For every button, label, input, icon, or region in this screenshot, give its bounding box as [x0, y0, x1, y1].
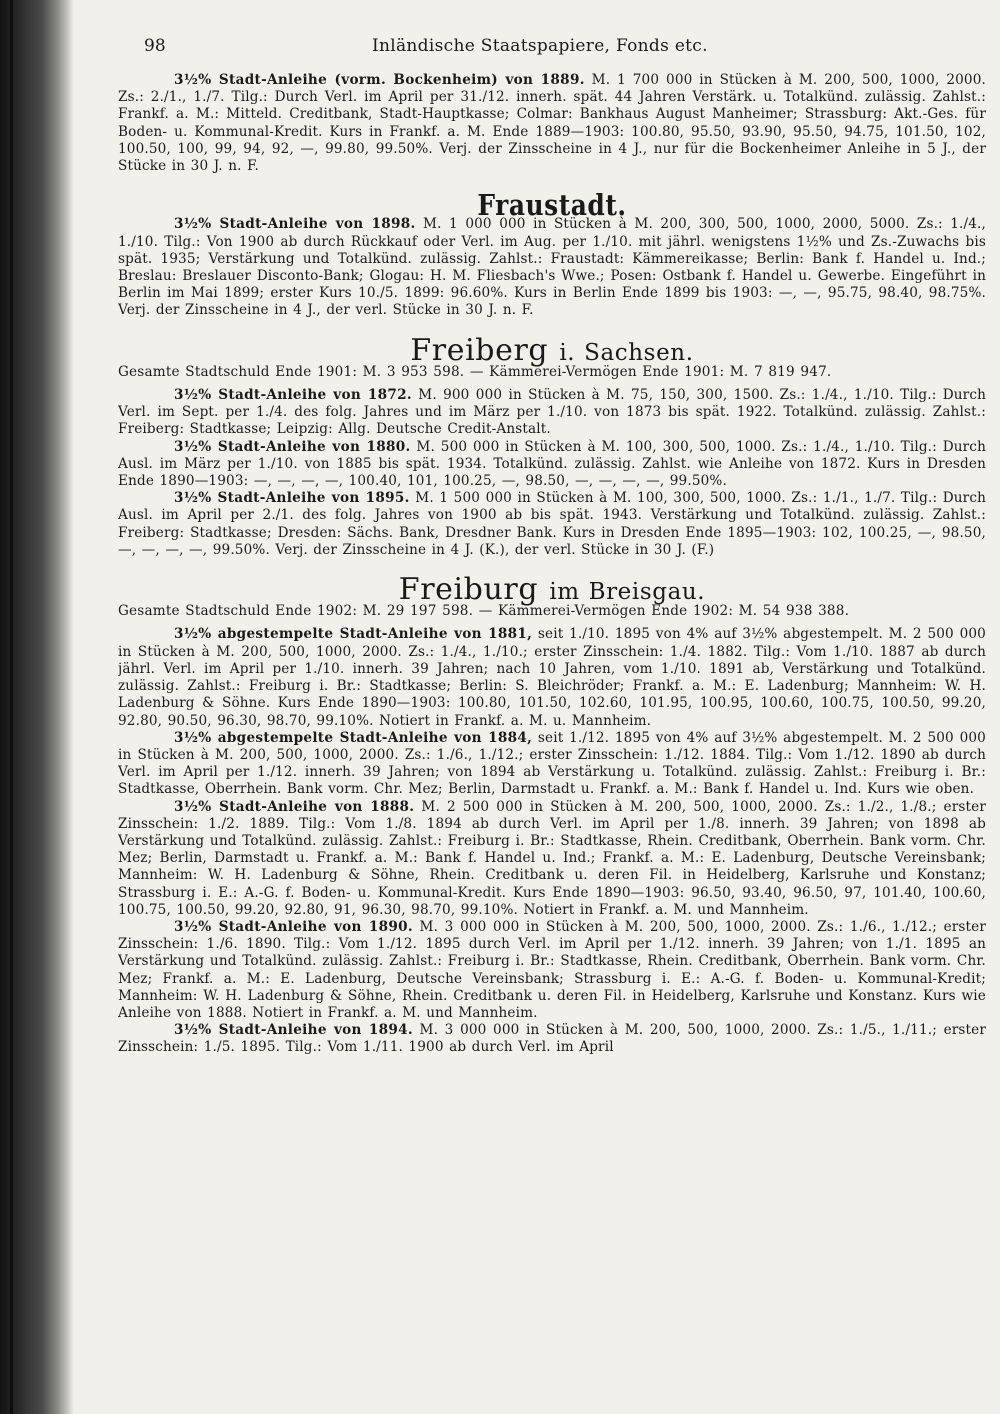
document-page [118, 30, 986, 1400]
loan-entry-freiburg-1884 [118, 730, 986, 799]
city-name: Freiberg [410, 332, 549, 368]
body-text [118, 72, 986, 1057]
loan-title: 3½% abgestempelte Stadt-Anleihe von 1881, [174, 626, 533, 643]
loan-entry-freiberg-1872 [118, 387, 986, 439]
loan-details: M. 900 000 in Stücken à M. 75, 150, 300, 1500. Zs.: 1./4., 1./10. Tilg.: Durch Verl. im Sept. per 1./4. des folg. Jahres und im März per 1./10. von 1873 bis spät. 1922. Totalkünd. zulässig. Zahlst.: Freiberg: Stadtkasse; Leipzig: Allg. Deutsche Credit-Anstalt. [118, 387, 986, 438]
page-header [118, 30, 986, 64]
loan-title: 3½% Stadt-Anleihe von 1888. [174, 798, 415, 815]
loan-entry-freiburg-1890 [118, 919, 986, 1022]
loan-details: M. 1 500 000 in Stücken à M. 100, 300, 500, 1000. Zs.: 1./1., 1./7. Tilg.: Durch Ausl. im April per 2./1. des folg. Jahres von 1900 ab bis spät. 1943. Verstärkung und Totalkünd. zulässig. Zahlst.: Freiberg: Stadtkasse; Dresden: Sächs. Bank, Dresdner Bank. Kurs in Dresden Ende 1895—1903: 102, 100.25, —, 98.50, —, —, —, —, 99.50%. Verj. der Zinsscheine in 4 J. (K.), der verl. Stücke in 30 J. (F.) [118, 490, 986, 558]
loan-title: 3½% Stadt-Anleihe von 1894. [174, 1022, 413, 1039]
running-title: Inländische Staatspapiere, Fonds etc. [372, 36, 708, 56]
loan-title: 3½% Stadt-Anleihe von 1895. [174, 490, 410, 507]
loan-title: 3½% Stadt-Anleihe von 1898. [174, 216, 416, 233]
city-suffix: im Breisgau. [549, 579, 706, 606]
loan-title: 3½% Stadt-Anleihe von 1872. [174, 387, 412, 404]
book-binding-shadow [0, 0, 74, 1414]
loan-entry-freiberg-1880 [118, 439, 986, 491]
city-heading-fraustadt: Fraustadt. [477, 188, 627, 223]
city-heading-freiburg [118, 572, 986, 608]
loan-details: M. 3 000 000 in Stücken à M. 200, 500, 1000, 2000. Zs.: 1./5., 1./11.; erster Zinsschein: 1./5. 1895. Tilg.: Vom 1./11. 1900 ab durch Verl. im April [118, 1022, 986, 1056]
debt-summary-freiberg: Gesamte Stadtschuld Ende 1901: M. 3 953 598. — Kämmerei-Vermögen Ende 1901: M. 7 819 947. [118, 363, 832, 380]
loan-entry-bockenheim-1889 [118, 72, 986, 175]
loan-title: 3½% Stadt-Anleihe von 1880. [174, 438, 411, 455]
loan-entry-fraustadt-1898 [118, 216, 986, 319]
loan-entry-freiburg-1881 [118, 626, 986, 729]
loan-entry-freiburg-1888 [118, 799, 986, 919]
loan-title: 3½% abgestempelte Stadt-Anleihe von 1884, [174, 729, 533, 746]
loan-details: M. 1 000 000 in Stücken à M. 200, 300, 500, 1000, 2000, 5000. Zs.: 1./4., 1./10. Tilg.: Von 1900 ab durch Rückkauf oder Verl. im Aug. per 1./10. mit jährl. wenigstens 1½% und Zs.-Zuwachs bis spät. 1935; Verstärkung und Totalkünd. zulässig. Zahlst.: Fraustadt: Kämmereikasse; Berlin: Bank f. Handel u. Ind.; Breslau: Breslauer Disconto-Bank; Glogau: H. M. Fliesbach's Wwe.; Posen: Ostbank f. Handel u. Gewerbe. Eingeführt in Berlin im Mai 1899; erster Kurs 10./5. 1899: 96.60%. Kurs in Berlin Ende 1899 bis 1903: —, —, 95.75, 98.40, 98.75%. Verj. der Zinsscheine in 4 J., der verl. Stücke in 30 J. n. F. [118, 216, 986, 319]
loan-entry-freiburg-1894 [118, 1022, 986, 1056]
loan-details: M. 500 000 in Stücken à M. 100, 300, 500, 1000. Zs.: 1./4., 1./10. Tilg.: Durch Ausl. im März per 1./10. von 1885 bis spät. 1934. Totalkünd. zulässig. Zahlst. wie Anleihe von 1872. Kurs in Dresden Ende 1890—1903: —, —, —, —, 100.40, 101, 100.25, —, 98.50, —, —, —, —, 99.50%. [118, 438, 986, 490]
debt-summary-freiburg: Gesamte Stadtschuld Ende 1902: M. 29 197 598. — Kämmerei-Vermögen Ende 1902: M. 54 938 388. [118, 603, 850, 620]
loan-details: M. 3 000 000 in Stücken à M. 200, 500, 1000, 2000. Zs.: 1./6., 1./12.; erster Zinsschein: 1./6. 1890. Tilg.: Vom 1./12. 1895 durch Verl. im April per 1./12. innerh. 39 Jahren; von 1./1. 1895 an Verstärkung und Totalkünd. zulässig. Zahlst.: Freiburg i. Br.: Stadtkasse, Rhein. Creditbank, Oberrhein. Bank vorm. Chr. Mez; Frankf. a. M.: E. Ladenburg, Deutsche Vereinsbank; Strassburg i. E.: A.-G. f. Boden- u. Kommunal-Kredit; Mannheim: W. H. Ladenburg & Söhne, Rhein. Creditbank u. deren Fil. in Heidelberg, Karlsruhe und Konstanz. Kurs wie Anleihe von 1888. Notiert in Frankf. a. M. und Mannheim. [118, 918, 986, 1021]
loan-title: 3½% Stadt-Anleihe (vorm. Bockenheim) von 1889. [174, 72, 585, 88]
loan-details: M. 1 700 000 in Stücken à M. 200, 500, 1000, 2000. Zs.: 2./1., 1./7. Tilg.: Durch Verl. im April per 31./12. innerh. spät. 44 Jahren Verstärk. u. Totalkünd. zulässig. Zahlst.: Frankf. a. M.: Mitteld. Creditbank, Stadt-Hauptkasse; Colmar: Bankhaus August Manheimer; Strassburg: Akt.-Ges. für Boden- u. Kommunal-Kredit. Kurs in Frankf. a. M. Ende 1889—1903: 100.80, 95.50, 93.90, 95.50, 94.75, 101.50, 102, 100.50, 100, 99, 94, 92, —, 99.80, 99.50%. Verj. der Zinsscheine in 4 J., nur für die Bockenheimer Anleihe in 5 J., der Stücke in 30 J. n. F. [118, 72, 986, 175]
page-number: 98 [144, 36, 166, 56]
loan-details: M. 2 500 000 in Stücken à M. 200, 500, 1000, 2000. Zs.: 1./2., 1./8.; erster Zinsschein: 1./2. 1889. Tilg.: Vom 1./8. 1894 ab durch Verl. im April per 1./8. innerh. 39 Jahren; von 1898 ab Verstärkung und Totalkünd. zulässig. Zahlst.: Freiburg i. Br.: Stadtkasse, Rhein. Creditbank, Oberrhein. Bank vorm. Chr. Mez; Berlin, Darmstadt u. Frankf. a. M.: Bank f. Handel u. Ind.; Frankf. a. M.: E. Ladenburg, Deutsche Vereinsbank; Mannheim: W. H. Ladenburg & Söhne, Rhein. Creditbank u. deren Fil. in Heidelberg, Karlsruhe und Konstanz; Strassburg i. E.: A.-G. f. Boden- u. Kommunal-Kredit. Kurs Ende 1890—1903: 96.50, 93.40, 96.50, 97, 101.40, 100.60, 100.75, 100.50, 99.20, 92.80, 91, 96.30, 98.70, 99.10%. Notiert in Frankf. a. M. und Mannheim. [118, 798, 986, 918]
city-heading-freiberg [118, 332, 986, 368]
loan-entry-freiberg-1895 [118, 490, 986, 559]
loan-details: seit 1./10. 1895 von 4% auf 3½% abgestempelt. M. 2 500 000 in Stücken à M. 200, 500, 1000, 2000. Zs.: 1./4., 1./10.; erster Zinsschein: 1./4. 1882. Tilg.: Vom 1./10. 1887 ab durch jährl. Verl. im April per 1./10. innerh. 39 Jahren; nach 10 Jahren, vom 1./10. 1891 ab, Verstärkung und Totalkünd. zulässig. Zahlst.: Freiburg i. Br.: Stadtkasse; Berlin: S. Bleichröder; Frankf. a. M.: E. Ladenburg; Mannheim: W. H. Ladenburg & Söhne. Kurs Ende 1890—1903: 100.80, 101.50, 102.60, 101.95, 100.95, 100.60, 100.75, 100.50, 99.20, 92.80, 90.50, 96.30, 98.70, 99.10%. Notiert in Frankf. a. M. u. Mannheim. [118, 626, 986, 729]
city-name: Freiburg [398, 572, 539, 608]
city-suffix: i. Sachsen. [559, 339, 694, 366]
loan-details: seit 1./12. 1895 von 4% auf 3½% abgestempelt. M. 2 500 000 in Stücken à M. 200, 500, 1000, 2000. Zs.: 1./6., 1./12.; erster Zinsschein: 1./12. 1884. Tilg.: Vom 1./12. 1890 ab durch Verl. im April per 1./12. innerh. 39 Jahren; von 1894 ab Verstärkung u. Totalkünd. zulässig. Zahlst.: Freiburg i. Br.: Stadtkasse, Oberrhein. Bank vorm. Chr. Mez; Berlin, Darmstadt u. Frankf. a. M.: Bank f. Handel u. Ind. Kurs wie oben. [118, 729, 986, 798]
loan-title: 3½% Stadt-Anleihe von 1890. [174, 918, 413, 935]
